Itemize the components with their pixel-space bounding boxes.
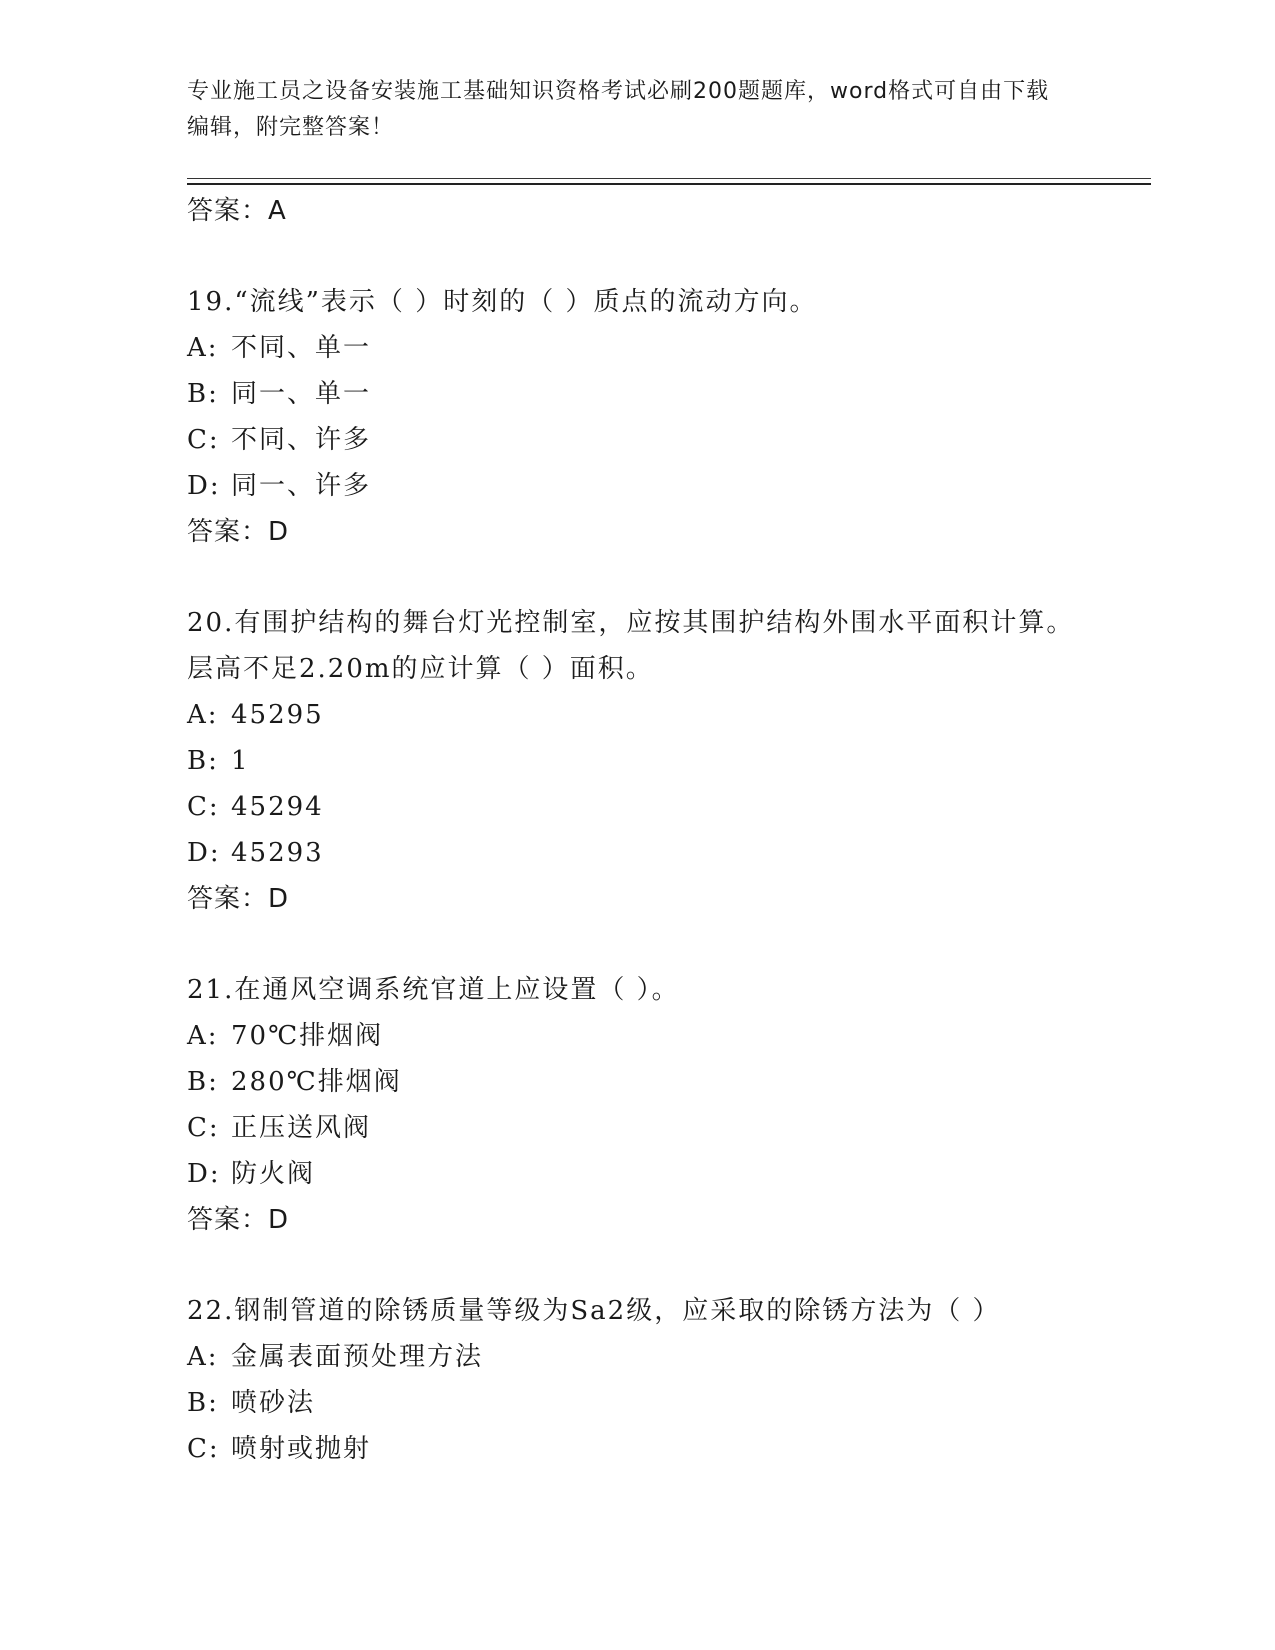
option-item (187, 1426, 1087, 1472)
option-item (187, 1380, 1087, 1426)
option-text: 不同、单一 (231, 333, 372, 363)
option-text: 45293 (231, 838, 324, 868)
option-label: D: (187, 838, 221, 868)
answer-line: 答案：D (187, 1205, 290, 1235)
option-item (187, 371, 1087, 417)
option-item (187, 738, 1087, 784)
option-label: B: (187, 1067, 219, 1097)
option-label: A: (187, 1021, 219, 1051)
option-label: A: (187, 1342, 219, 1372)
option-text: 45294 (231, 792, 324, 822)
document-body (187, 188, 1087, 1472)
option-text: 不同、许多 (231, 425, 372, 455)
option-item (187, 1059, 1087, 1105)
option-text: 喷射或抛射 (231, 1434, 372, 1464)
option-text: 同一、许多 (231, 471, 372, 501)
option-item (187, 1151, 1087, 1197)
option-text: 1 (231, 746, 250, 776)
option-text: 金属表面预处理方法 (231, 1342, 484, 1372)
option-text: 同一、单一 (231, 379, 372, 409)
question-text: 21.在通风空调系统官道上应设置（ ）。 (187, 975, 680, 1005)
option-item (187, 692, 1087, 738)
option-item (187, 463, 1087, 509)
option-text: 正压送风阀 (231, 1113, 372, 1143)
answer-line: 答案：D (187, 517, 290, 547)
option-item (187, 784, 1087, 830)
option-text: 45295 (231, 700, 324, 730)
answer-line: 答案：A (187, 196, 287, 226)
option-item (187, 1105, 1087, 1151)
option-text: 喷砂法 (231, 1388, 316, 1418)
question-text: 20.有围护结构的舞台灯光控制室，应按其围护结构外围水平面积计算。层高不足2.20m的应计算（ ）面积。 (187, 608, 1075, 684)
option-text: 280℃排烟阀 (231, 1067, 402, 1097)
option-label: A: (187, 700, 219, 730)
option-label: C: (187, 1113, 220, 1143)
option-item (187, 325, 1087, 371)
question-block (187, 1288, 1087, 1472)
option-label: C: (187, 425, 220, 455)
option-text: 70℃排烟阀 (231, 1021, 384, 1051)
option-label: D: (187, 1159, 221, 1189)
option-label: C: (187, 792, 220, 822)
option-item (187, 417, 1087, 463)
option-label: B: (187, 379, 219, 409)
question-text: 22.钢制管道的除锈质量等级为Sa2级，应采取的除锈方法为（ ） (187, 1296, 1001, 1326)
option-label: D: (187, 471, 221, 501)
option-label: B: (187, 1388, 219, 1418)
header-divider (187, 178, 1151, 179)
answer-line: 答案：D (187, 884, 290, 914)
header-divider-thick (187, 183, 1151, 185)
document-header: 专业施工员之设备安装施工基础知识资格考试必刷200题题库，word格式可自由下载编辑，附完整答案！ (187, 79, 1050, 140)
option-item (187, 1013, 1087, 1059)
question-block (187, 600, 1087, 922)
question-block (187, 967, 1087, 1243)
question-block (187, 279, 1087, 555)
option-item (187, 830, 1087, 876)
option-label: A: (187, 333, 219, 363)
option-text: 防火阀 (231, 1159, 316, 1189)
option-label: B: (187, 746, 219, 776)
option-label: C: (187, 1434, 220, 1464)
option-item (187, 1334, 1087, 1380)
question-text: 19.“流线”表示（ ）时刻的（ ）质点的流动方向。 (187, 287, 818, 317)
